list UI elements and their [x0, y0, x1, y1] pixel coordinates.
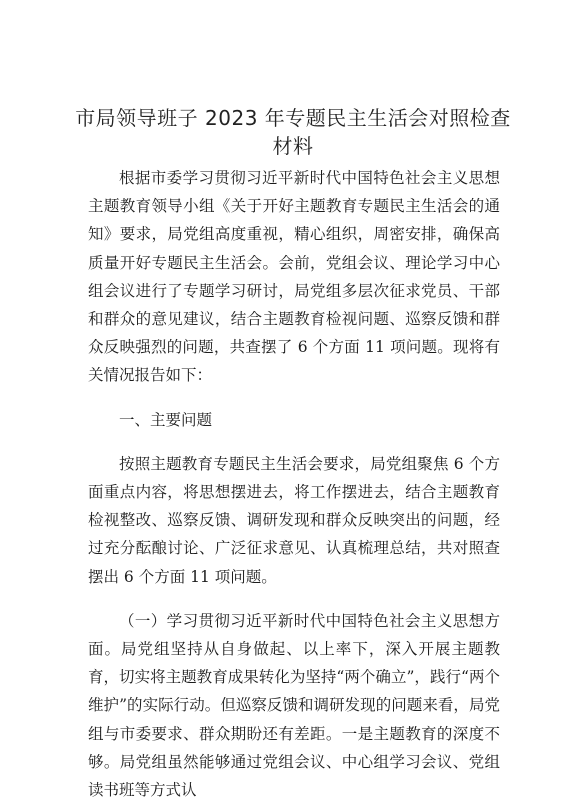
paragraph-gap	[88, 591, 500, 607]
section-heading-main-problems: 一、主要问题	[119, 410, 213, 429]
paragraph-gap	[88, 390, 500, 406]
document-title-line-1: 市局领导班子 2023 年专题民主生活会对照检查	[75, 106, 511, 130]
intro-paragraph: 根据市委学习贯彻习近平新时代中国特色社会主义思想主题教育领导小组《关于开好主题教育专题民主生活会的通知》要求，局党组高度重视，精心组织，周密安排，确保高质量开好专题民主生活会。会前，党组会议、理论学习中心组会议进行了专题学习研讨，局党组多层次征求党员、干部和群众的意见建议，结合主题教育检视问题、巡察反馈和群众反映强烈的问题，共查摆了 6 个方面 11 项问题。现将有关情况报告如下：	[88, 169, 500, 385]
problems-overview-paragraph: 按照主题教育专题民主生活会要求，局党组聚焦 6 个方面重点内容，将思想摆进去，将工作摆进去，结合主题教育检视整改、巡察反馈、调研发现和群众反映突出的问题，经过充分酝酿讨论、广泛征求意见、认真梳理总结，共对照查摆出 6 个方面 11 项问题。	[88, 454, 500, 586]
subsection-1-paragraph: （一）学习贯彻习近平新时代中国特色社会主义思想方面。局党组坚持从自身做起、以上率下，深入开展主题教育，切实将主题教育成果转化为坚持“两个确立”，践行“两个维护”的实际行动。但巡察反馈和调研发现的问题来看，局党组与市委要求、群众期盼还有差距。一是主题教育的深度不够。局党组虽然能够通过党组会议、中心组学习会议、党组读书班等方式认	[88, 611, 500, 800]
paragraph-gap	[88, 434, 500, 450]
document-title-line-2: 材料	[272, 134, 314, 158]
document-body	[88, 164, 500, 804]
